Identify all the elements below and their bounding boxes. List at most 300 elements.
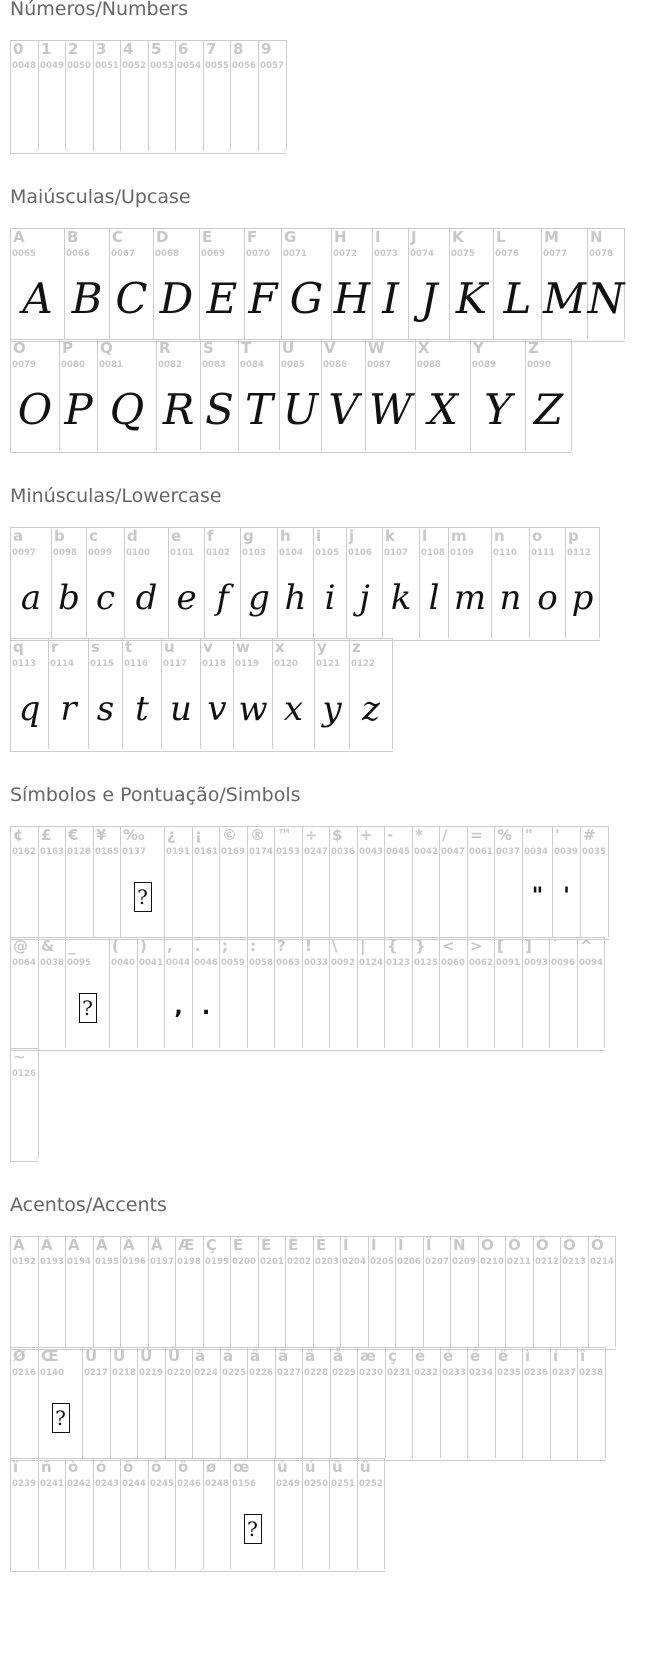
glyph-code-label: 0114 [50, 659, 75, 669]
glyph-sample [450, 269, 493, 329]
glyph-code-label: 0119 [235, 659, 260, 669]
glyph-code-label: 0038 [40, 958, 65, 968]
glyph-char-label: Õ [563, 1236, 576, 1254]
glyph-cell [11, 1049, 39, 1159]
glyph-code-label: 0093 [524, 958, 549, 968]
glyph-sample [366, 380, 415, 440]
glyph-code-label: 0214 [590, 1257, 615, 1267]
glyph-cell [220, 938, 248, 1048]
glyph-code-label: 0082 [158, 360, 183, 370]
glyph-sample-text: i [324, 578, 336, 618]
glyph-char-label: Ì [343, 1236, 349, 1254]
glyph-code-label: 0085 [281, 360, 306, 370]
glyph-cell [578, 1348, 606, 1458]
glyph-code-label: 0230 [359, 1368, 384, 1378]
glyph-code-label: 0057 [260, 61, 285, 71]
glyph-sample-text: v [207, 689, 227, 729]
glyph-cell [110, 229, 154, 339]
glyph-sample-text: y [322, 689, 342, 729]
glyph-sample [162, 679, 200, 739]
glyph-cell [165, 938, 193, 1048]
glyph-cell [358, 1459, 385, 1569]
glyph-sample-text: j [359, 578, 370, 618]
glyph-sample-text: F [248, 274, 278, 323]
glyph-sample [49, 679, 88, 739]
glyph-sample [87, 568, 124, 628]
glyph-char-label: ¢ [13, 826, 24, 844]
glyph-cell [523, 1348, 551, 1458]
glyph-cell [66, 1237, 94, 1347]
glyph-code-label: 0169 [221, 847, 246, 857]
glyph-cell [315, 639, 350, 749]
glyph-char-label: U [282, 339, 295, 357]
glyph-sample [373, 269, 408, 329]
glyph-char-label: ü [360, 1458, 371, 1476]
glyph-cell [39, 938, 66, 1048]
glyph-cell [468, 938, 495, 1048]
glyph-sample [383, 568, 419, 628]
glyph-sample [530, 568, 565, 628]
glyph-code-label: 0174 [249, 847, 274, 857]
glyph-cell [11, 1348, 39, 1458]
glyph-cell [588, 229, 625, 339]
glyph-char-label: € [68, 826, 79, 844]
glyph-cell [201, 639, 234, 749]
glyph-code-label: 0081 [99, 360, 124, 370]
glyph-cell [278, 528, 314, 638]
glyph-code-label: 0039 [554, 847, 579, 857]
glyph-char-label: ' [555, 826, 560, 844]
glyph-sample-text: B [71, 274, 103, 323]
glyph-cell [495, 938, 523, 1048]
glyph-sample-text: D [159, 274, 194, 323]
glyph-code-label: 0080 [61, 360, 86, 370]
glyph-char-label: æ [360, 1347, 376, 1365]
glyph-char-label: Ù [85, 1347, 98, 1365]
glyph-sample [169, 568, 204, 628]
glyph-cell [39, 1459, 66, 1569]
glyph-char-label: ¿ [167, 826, 176, 844]
glyph-code-label: 0088 [417, 360, 442, 370]
glyph-cell [149, 1237, 176, 1347]
glyph-code-label: 0052 [122, 61, 147, 71]
glyph-sample-text: G [289, 274, 324, 323]
glyph-cell [523, 938, 550, 1048]
glyph-code-label: 0062 [469, 958, 494, 968]
glyph-cell [330, 938, 358, 1048]
glyph-char-label: < [442, 937, 455, 955]
glyph-cell [154, 229, 200, 339]
glyph-row-lowercase-1 [10, 527, 600, 641]
glyph-char-label: Æ [178, 1236, 195, 1254]
glyph-sample [449, 568, 491, 628]
glyph-code-label: 0118 [202, 659, 227, 669]
glyph-cell [176, 1237, 204, 1347]
glyph-cell [314, 1237, 341, 1347]
glyph-sample-text: T [244, 385, 273, 434]
glyph-sample [201, 679, 233, 739]
glyph-cell [468, 827, 495, 937]
glyph-code-label: 0051 [95, 61, 120, 71]
glyph-char-label: Ô [536, 1236, 549, 1254]
glyph-char-label: b [54, 527, 65, 545]
glyph-cell [241, 528, 278, 638]
glyph-code-label: 0205 [370, 1257, 395, 1267]
glyph-char-label: - [387, 826, 394, 844]
glyph-char-label: à [195, 1347, 206, 1365]
section-title-lowercase: Minúsculas/Lowercase [10, 485, 222, 507]
glyph-sample [245, 269, 281, 329]
glyph-code-label: 0137 [122, 847, 147, 857]
glyph-char-label: L [496, 228, 506, 246]
glyph-sample [332, 269, 372, 329]
glyph-cell [413, 827, 440, 937]
glyph-sample [494, 269, 541, 329]
glyph-char-label: å [333, 1347, 344, 1365]
section-title-upcase: Maiúsculas/Upcase [10, 186, 191, 208]
glyph-cell [193, 938, 220, 1048]
glyph-code-label: 0069 [201, 249, 226, 259]
glyph-sample [11, 568, 51, 628]
glyph-char-label: k [385, 527, 395, 545]
glyph-cell [94, 1237, 121, 1347]
glyph-code-label: 0117 [163, 659, 188, 669]
glyph-char-label: . [195, 937, 201, 955]
glyph-code-label: 0113 [12, 659, 37, 669]
glyph-sample-text: p [571, 578, 594, 618]
glyph-char-label: u [164, 638, 175, 656]
glyph-cell [138, 1348, 166, 1458]
glyph-cell [314, 528, 347, 638]
glyph-cell [66, 1459, 94, 1569]
glyph-cell [121, 1459, 149, 1569]
glyph-cell [369, 1237, 396, 1347]
glyph-char-label: £ [41, 826, 52, 844]
glyph-cell [275, 827, 303, 937]
glyph-code-label: 0050 [67, 61, 92, 71]
glyph-char-label: Z [528, 339, 539, 357]
glyph-sample-text: O [17, 385, 53, 434]
glyph-code-label: 0104 [279, 548, 304, 558]
glyph-code-label: 0194 [67, 1257, 92, 1267]
glyph-sample-text: R [162, 385, 195, 434]
glyph-code-label: 0231 [387, 1368, 412, 1378]
glyph-char-label: ô [123, 1458, 134, 1476]
glyph-code-label: 0048 [12, 61, 37, 71]
glyph-cell [11, 938, 39, 1048]
glyph-sample [273, 679, 314, 739]
glyph-code-label: 0220 [167, 1368, 192, 1378]
glyph-cell [578, 938, 605, 1048]
glyph-cell [165, 827, 193, 937]
glyph-code-label: 0078 [589, 249, 614, 259]
glyph-cell [303, 827, 330, 937]
glyph-char-label: w [236, 638, 250, 656]
glyph-sample [492, 568, 529, 628]
glyph-sample-text: C [115, 274, 148, 323]
glyph-char-label: È [233, 1236, 244, 1254]
glyph-char-label: 9 [261, 40, 272, 58]
glyph-char-label: Ï [426, 1236, 432, 1254]
glyph-code-label: 0067 [111, 249, 136, 259]
glyph-code-label: 0128 [67, 847, 92, 857]
glyph-char-label: F [247, 228, 258, 246]
glyph-cell [282, 229, 332, 339]
glyph-sample [322, 380, 365, 440]
glyph-char-label: f [207, 527, 214, 545]
glyph-code-label: 0197 [150, 1257, 175, 1267]
glyph-char-label: © [222, 826, 237, 844]
glyph-char-label: 2 [68, 40, 79, 58]
glyph-code-label: 0244 [122, 1479, 147, 1489]
glyph-char-label: ä [305, 1347, 316, 1365]
glyph-cell [83, 1348, 111, 1458]
glyph-code-label: 0075 [451, 249, 476, 259]
glyph-cell [166, 1348, 193, 1458]
glyph-cell [11, 528, 52, 638]
glyph-char-label: Â [68, 1236, 80, 1254]
glyph-cell [440, 827, 468, 937]
glyph-char-label: Ü [168, 1347, 181, 1365]
glyph-code-label: 0250 [304, 1479, 329, 1489]
glyph-char-label: ‰ [123, 826, 145, 844]
glyph-sample [123, 679, 161, 739]
glyph-sample-text: a [20, 578, 42, 618]
glyph-sample [65, 269, 109, 329]
glyph-sample [89, 679, 122, 739]
glyph-code-label: 0224 [194, 1368, 219, 1378]
glyph-char-label: : [250, 937, 256, 955]
glyph-cell [98, 340, 157, 450]
glyph-sample-text: M [542, 274, 586, 323]
glyph-code-label: 0125 [414, 958, 439, 968]
glyph-char-label: é [443, 1347, 454, 1365]
missing-glyph-box: ? [79, 993, 97, 1023]
glyph-cell [506, 1237, 534, 1347]
glyph-cell [492, 528, 530, 638]
glyph-cell [176, 41, 204, 151]
glyph-char-label: ç [388, 1347, 397, 1365]
glyph-cell [221, 1348, 248, 1458]
glyph-char-label: V [324, 339, 336, 357]
glyph-code-label: 0065 [12, 249, 37, 259]
glyph-char-label: Ó [508, 1236, 521, 1254]
glyph-code-label: 0233 [442, 1368, 467, 1378]
glyph-cell [66, 41, 94, 151]
glyph-code-label: 0053 [150, 61, 175, 71]
glyph-char-label: > [470, 937, 483, 955]
glyph-sample [110, 269, 153, 329]
glyph-char-label: x [275, 638, 285, 656]
glyph-cell [204, 1237, 231, 1347]
glyph-sample-text: o [537, 578, 558, 618]
glyph-code-label: 0058 [249, 958, 274, 968]
glyph-code-label: 0234 [469, 1368, 494, 1378]
glyph-code-label: 0079 [12, 360, 37, 370]
glyph-char-label: W [368, 339, 385, 357]
glyph-sample [241, 568, 277, 628]
glyph-sample-text: J [420, 274, 438, 323]
glyph-sample [11, 380, 59, 440]
glyph-char-label: y [317, 638, 327, 656]
glyph-sample-text: N [587, 274, 625, 323]
glyph-char-label: = [470, 826, 483, 844]
glyph-sample-text: S [205, 385, 234, 434]
glyph-code-label: 0241 [40, 1479, 65, 1489]
glyph-code-label: 0226 [249, 1368, 274, 1378]
glyph-sample [471, 380, 525, 440]
glyph-code-label: 0237 [552, 1368, 577, 1378]
glyph-cell [589, 1237, 616, 1347]
glyph-code-label: 0229 [332, 1368, 357, 1378]
glyph-char-label: ó [96, 1458, 107, 1476]
glyph-char-label: M [544, 228, 559, 246]
glyph-code-label: 0098 [53, 548, 78, 558]
glyph-sample-text: d [135, 578, 158, 618]
glyph-code-label: 0054 [177, 61, 202, 71]
glyph-cell [386, 1348, 413, 1458]
glyph-char-label: " [525, 826, 533, 844]
glyph-code-label: 0235 [497, 1368, 522, 1378]
glyph-sample-text: I [382, 274, 399, 323]
glyph-code-label: 0126 [12, 1069, 37, 1079]
glyph-cell [52, 528, 87, 638]
glyph-char-label: N [590, 228, 603, 246]
glyph-code-label: 0043 [359, 847, 384, 857]
glyph-code-label: 0162 [12, 847, 37, 857]
glyph-code-label: 0218 [112, 1368, 137, 1378]
glyph-code-label: 0106 [348, 548, 373, 558]
glyph-cell [494, 229, 542, 339]
glyph-sample [52, 568, 86, 628]
glyph-char-label: c [89, 527, 98, 545]
glyph-char-label: Ñ [453, 1236, 466, 1254]
glyph-sample-text: c [95, 578, 116, 618]
glyph-code-label: 0046 [194, 958, 219, 968]
glyph-char-label: p [568, 527, 579, 545]
glyph-code-label: 0225 [222, 1368, 247, 1378]
glyph-code-label: 0049 [40, 61, 65, 71]
glyph-char-label: ; [222, 937, 228, 955]
glyph-code-label: 0211 [507, 1257, 532, 1267]
glyph-char-label: H [334, 228, 347, 246]
glyph-char-label: œ [233, 1458, 250, 1476]
glyph-sample-text: l [428, 578, 440, 618]
glyph-char-label: } [415, 937, 426, 955]
glyph-cell [94, 41, 121, 151]
glyph-cell [420, 528, 449, 638]
glyph-char-label: * [415, 826, 423, 844]
glyph-char-label: 4 [123, 40, 134, 58]
glyph-code-label: 0123 [386, 958, 411, 968]
glyph-cell [322, 340, 366, 450]
glyph-sample [409, 269, 449, 329]
glyph-cell [121, 41, 149, 151]
glyph-cell [332, 229, 373, 339]
glyph-char-label: ë [498, 1347, 509, 1365]
glyph-cell [231, 1459, 275, 1569]
glyph-code-label: 0034 [524, 847, 549, 857]
glyph-code-label: 0122 [351, 659, 376, 669]
glyph-char-label: S [203, 339, 214, 357]
glyph-cell [330, 827, 358, 937]
glyph-char-label: $ [332, 826, 343, 844]
glyph-code-label: 0165 [95, 847, 120, 857]
glyph-cell [303, 1348, 331, 1458]
glyph-char-label: ! [305, 937, 312, 955]
glyph-char-label: E [202, 228, 213, 246]
glyph-cell [450, 229, 494, 339]
glyph-char-label: Ä [123, 1236, 135, 1254]
glyph-cell [200, 229, 245, 339]
glyph-cell [441, 1348, 468, 1458]
glyph-cell [39, 1237, 66, 1347]
glyph-cell [66, 938, 110, 1048]
glyph-row-symbols-2 [10, 937, 605, 1051]
glyph-char-label: A [13, 228, 25, 246]
glyph-cell [495, 827, 523, 937]
glyph-sample [201, 380, 238, 440]
glyph-char-label: Á [41, 1236, 53, 1254]
glyph-cell [149, 1459, 176, 1569]
glyph-code-label: 0086 [323, 360, 348, 370]
glyph-code-label: 0109 [450, 548, 475, 558]
glyph-char-label: 5 [151, 40, 162, 58]
glyph-cell [276, 1348, 303, 1458]
glyph-char-label: Y [473, 339, 484, 357]
glyph-code-label: 0055 [205, 61, 230, 71]
glyph-sample-text: ' [563, 884, 570, 909]
glyph-char-label: t [125, 638, 133, 656]
glyph-char-label: Œ [41, 1347, 59, 1365]
glyph-char-label: Ë [316, 1236, 327, 1254]
glyph-char-label: Å [151, 1236, 163, 1254]
glyph-code-label: 0196 [122, 1257, 147, 1267]
glyph-char-label: % [497, 826, 513, 844]
glyph-cell [440, 938, 468, 1048]
glyph-cell [94, 827, 121, 937]
glyph-code-label: 0041 [139, 958, 164, 968]
glyph-cell [496, 1348, 523, 1458]
glyph-code-label: 0251 [331, 1479, 356, 1489]
glyph-cell [303, 938, 330, 1048]
glyph-cell [245, 229, 282, 339]
glyph-code-label: 0101 [170, 548, 195, 558]
glyph-sample-text: w [238, 689, 268, 729]
glyph-sample [523, 867, 552, 927]
glyph-cell [358, 827, 385, 937]
glyph-cell [416, 340, 471, 450]
glyph-char-label: É [261, 1236, 272, 1254]
glyph-char-label: è [415, 1347, 426, 1365]
glyph-code-label: 0206 [397, 1257, 422, 1267]
glyph-sample [60, 380, 97, 440]
glyph-cell [385, 938, 413, 1048]
glyph-row-upcase-1 [10, 228, 625, 342]
glyph-cell [176, 1459, 204, 1569]
glyph-sample-text: " [531, 884, 544, 909]
glyph-code-label: 0044 [166, 958, 191, 968]
glyph-char-label: ú [305, 1458, 316, 1476]
glyph-code-label: 0228 [304, 1368, 329, 1378]
glyph-char-label: 1 [41, 40, 52, 58]
glyph-char-label: Ã [96, 1236, 108, 1254]
missing-glyph-icon [231, 1499, 274, 1559]
glyph-sample-text: q [18, 689, 41, 729]
glyph-cell [66, 827, 94, 937]
glyph-code-label: 0096 [551, 958, 576, 968]
glyph-sample-text: t [135, 689, 149, 729]
